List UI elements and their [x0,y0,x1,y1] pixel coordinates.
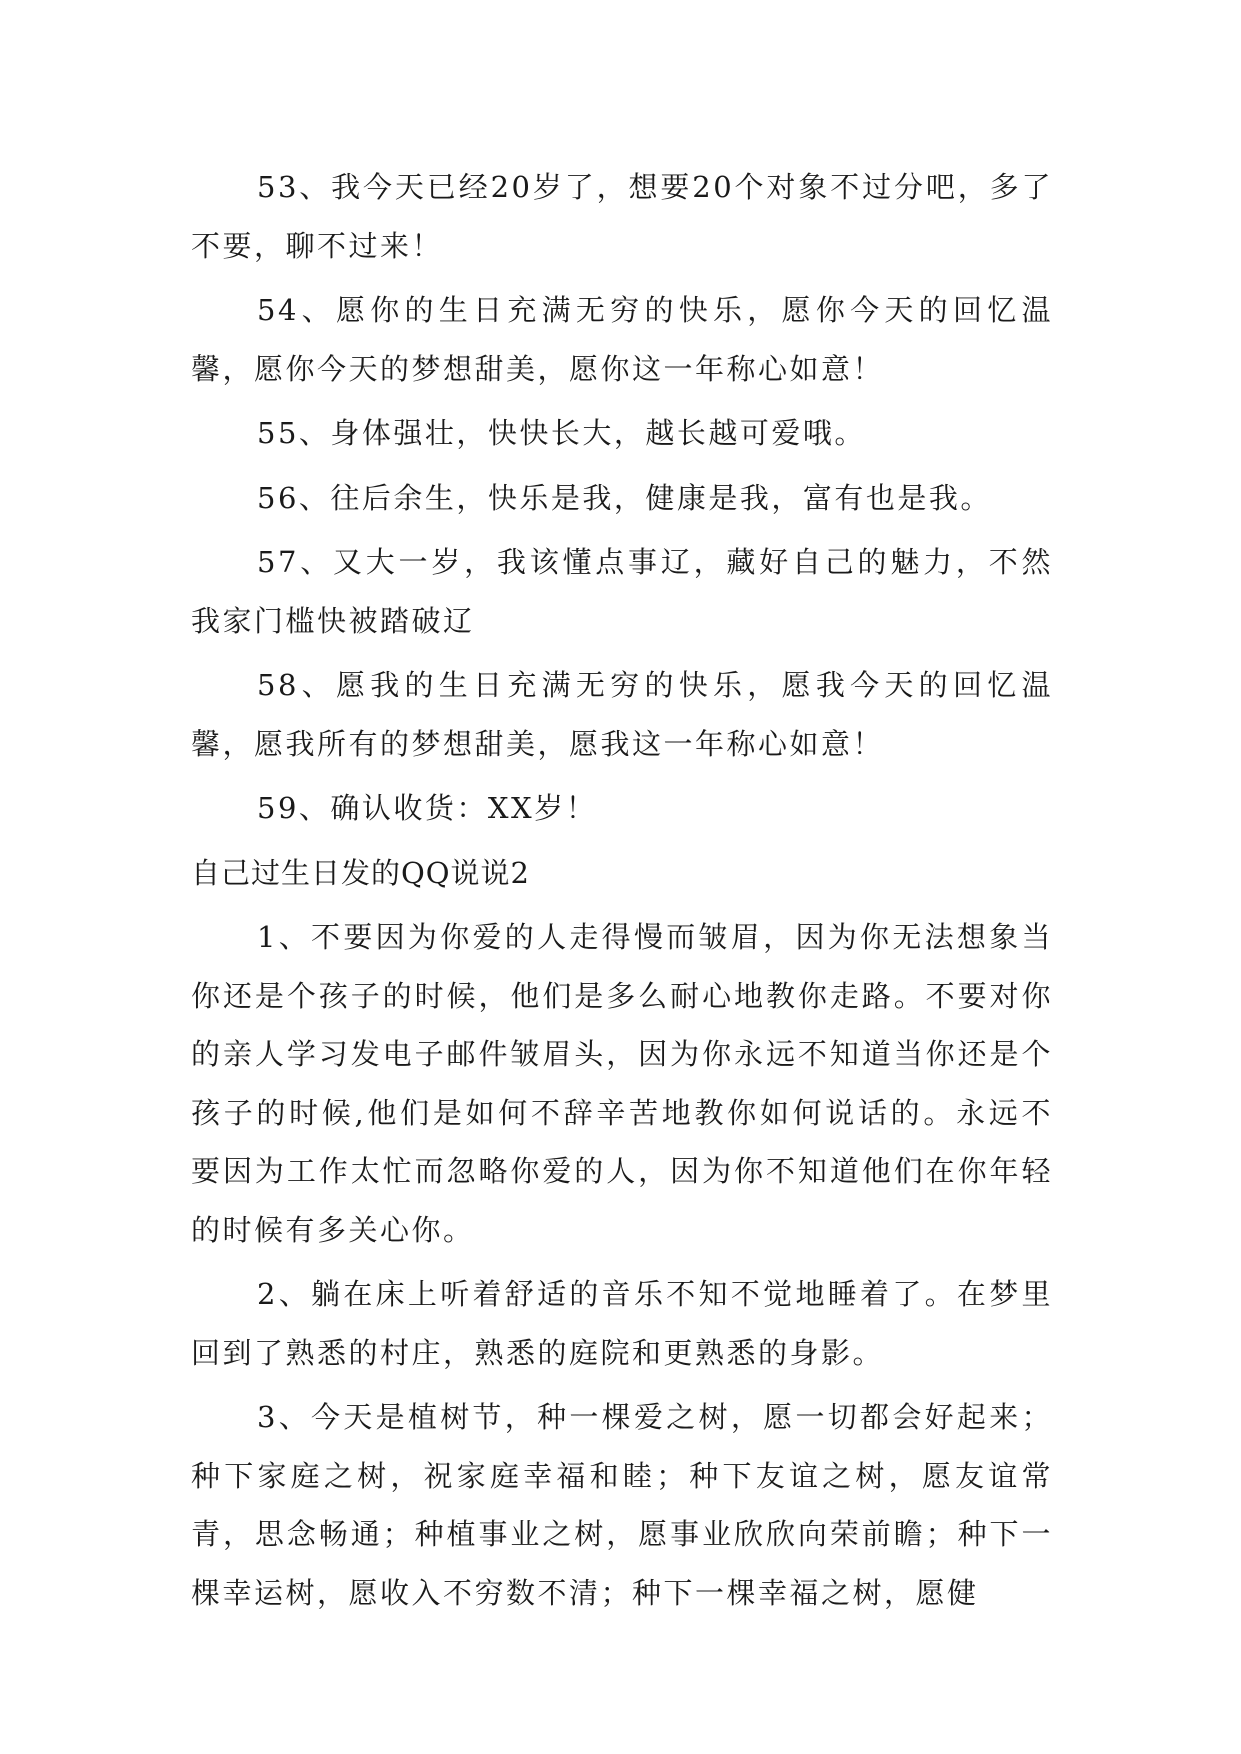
paragraph-1: 1、不要因为你爱的人走得慢而皱眉，因为你无法想象当你还是个孩子的时候，他们是多么耐心地教你走路。不要对你的亲人学习发电子邮件皱眉头，因为你永远不知道当你还是个孩子的时候,他们是如何不辞辛苦地教你如何说话的。永远不要因为工作太忙而忽略你爱的人，因为你不知道他们在你年轻的时候有多关心你。 [191,920,1053,1247]
paragraph-58: 58、愿我的生日充满无穷的快乐，愿我今天的回忆温馨，愿我所有的梦想甜美，愿我这一年称心如意！ [191,668,1053,761]
paragraph-57: 57、又大一岁，我该懂点事辽，藏好自己的魅力，不然我家门槛快被踏破辽 [191,545,1053,638]
document-page [191,158,1053,1628]
section-heading: 自己过生日发的QQ说说2 [191,855,531,890]
paragraph-56: 56、往后余生，快乐是我，健康是我，富有也是我。 [257,480,992,515]
paragraph-55: 55、身体强壮，快快长大，越长越可爱哦。 [257,416,866,450]
paragraph-53: 53、我今天已经20岁了，想要20个对象不过分吧，多了不要，聊不过来！ [191,170,1053,263]
paragraph-54: 54、愿你的生日充满无穷的快乐，愿你今天的回忆温馨，愿你今天的梦想甜美，愿你这一年称心如意！ [191,293,1053,386]
paragraph-3: 3、今天是植树节，种一棵爱之树，愿一切都会好起来；种下家庭之树，祝家庭幸福和睦；种下友谊之树，愿友谊常青，思念畅通；种植事业之树，愿事业欣欣向荣前瞻；种下一棵幸运树，愿收入不穷数不清；种下一棵幸福之树，愿健 [191,1400,1053,1610]
paragraph-2: 2、躺在床上听着舒适的音乐不知不觉地睡着了。在梦里回到了熟悉的村庄，熟悉的庭院和更熟悉的身影。 [191,1277,1053,1370]
paragraph-59: 59、确认收货：XX岁！ [257,791,598,825]
